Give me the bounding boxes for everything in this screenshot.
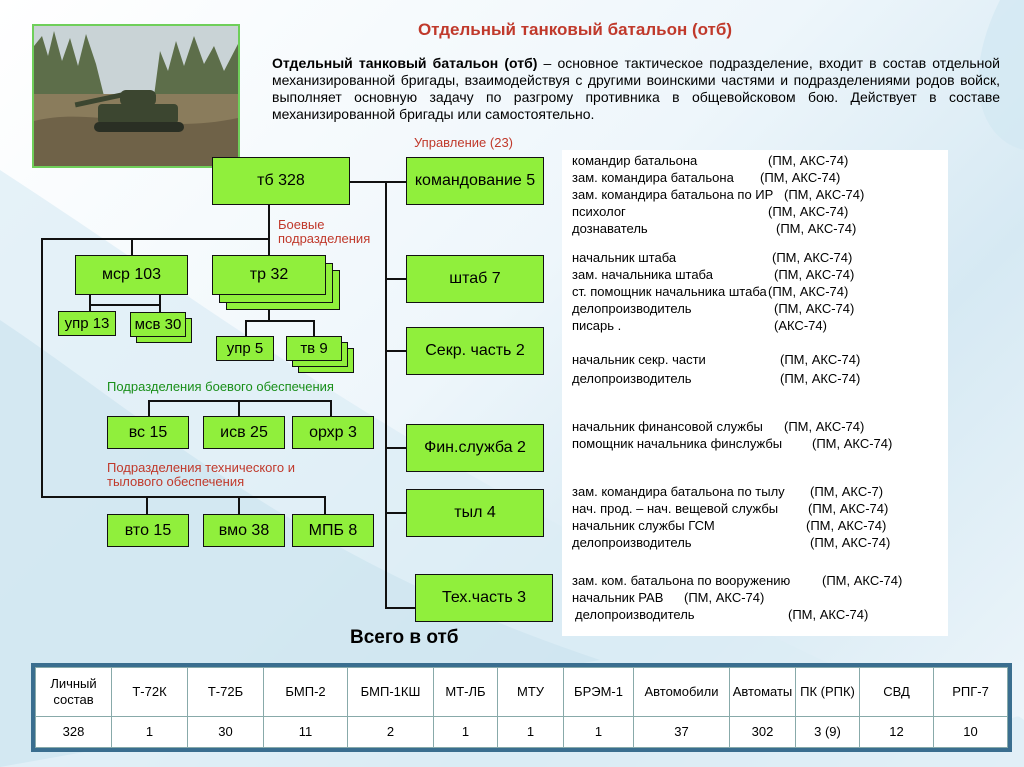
intro-term: Отдельный танковый батальон (отб) <box>272 55 538 71</box>
table-header-cell: Автомобили <box>634 668 730 717</box>
table-header-cell: БРЭМ-1 <box>564 668 634 717</box>
table-header-cell: Т-72Б <box>188 668 264 717</box>
equipment-table <box>35 667 1008 748</box>
personnel-role: командир батальона <box>572 153 698 168</box>
node-secret-part: Секр. часть 2 <box>406 327 544 375</box>
connector <box>313 320 315 336</box>
personnel-arms: (ПМ, АКС-74) <box>806 518 887 533</box>
personnel-arms: (ПМ, АКС-74) <box>784 187 865 202</box>
personnel-arms: (ПМ, АКС-74) <box>776 221 857 236</box>
table-header-cell: Личный состав <box>36 668 112 717</box>
node-msr: мср 103 <box>75 255 188 295</box>
node-msv30: мсв 30 <box>130 312 186 337</box>
connector <box>245 320 247 336</box>
personnel-arms: (ПМ, АКС-74) <box>760 170 841 185</box>
table-cell: 2 <box>348 717 434 748</box>
table-header-cell: ПК (РПК) <box>796 668 860 717</box>
connector <box>89 304 161 306</box>
personnel-arms: (ПМ, АКС-74) <box>808 501 889 516</box>
personnel-role: начальник штаба <box>572 250 677 265</box>
connector <box>385 350 407 352</box>
node-rear: тыл 4 <box>406 489 544 537</box>
personnel-role: зам. начальника штаба <box>572 267 713 282</box>
personnel-arms: (ПМ, АКС-74) <box>684 590 765 605</box>
table-header-row <box>36 668 1008 717</box>
connector <box>41 238 43 497</box>
intro-paragraph <box>272 55 1000 123</box>
personnel-role: зам. ком. батальона по вооружению <box>572 573 791 588</box>
node-orhr3: орхр 3 <box>292 416 374 449</box>
connector <box>385 278 407 280</box>
personnel-role: начальник секр. части <box>572 352 706 367</box>
personnel-role: зам. командира батальона по ИР <box>572 187 774 202</box>
management-label: Управление (23) <box>414 135 513 150</box>
intro-text: – основное тактическое подразделение, входит в состав отдельной механизированной бригады, взаимодействуя с другими воинскими частями и подразделениями родов войск, выполняет основную задачу по разгрому противника в общевойсковом бою. Действует в составе механизированной бригады или самостоятельно. <box>272 55 1000 122</box>
node-upr5: упр 5 <box>216 336 274 361</box>
table-cell: 12 <box>860 717 934 748</box>
personnel-arms: (ПМ, АКС-74) <box>768 284 849 299</box>
personnel-role: делопроизводитель <box>572 371 692 386</box>
table-header-cell: Автоматы <box>730 668 796 717</box>
personnel-arms: (ПМ, АКС-74) <box>788 607 869 622</box>
personnel-arms: (ПМ, АКС-74) <box>780 352 861 367</box>
node-tr: тр 32 <box>212 255 326 295</box>
table-cell: 30 <box>188 717 264 748</box>
node-battalion: тб 328 <box>212 157 350 205</box>
node-vmo38: вмо 38 <box>203 514 285 547</box>
node-tv9: тв 9 <box>286 336 342 361</box>
personnel-role: делопроизводитель <box>575 607 695 622</box>
node-tech-part: Тех.часть 3 <box>415 574 553 622</box>
table-cell: 1 <box>498 717 564 748</box>
table-cell: 1 <box>112 717 188 748</box>
personnel-role: психолог <box>572 204 626 219</box>
node-vs15: вс 15 <box>107 416 189 449</box>
personnel-role: зам. командира батальона <box>572 170 734 185</box>
connector <box>131 238 133 256</box>
table-cell: 37 <box>634 717 730 748</box>
personnel-arms: (ПМ, АКС-74) <box>768 204 849 219</box>
personnel-role: писарь . <box>572 318 622 333</box>
connector <box>349 181 407 183</box>
node-staff: штаб 7 <box>406 255 544 303</box>
table-header-cell: БМП-1КШ <box>348 668 434 717</box>
page-title: Отдельный танковый батальон (отб) <box>417 20 733 39</box>
personnel-arms: (ПМ, АКС-74) <box>780 371 861 386</box>
connector <box>385 447 407 449</box>
node-command: командование 5 <box>406 157 544 205</box>
table-cell: 1 <box>434 717 498 748</box>
connector <box>385 512 407 514</box>
table-row <box>36 717 1008 748</box>
personnel-role: зам. командира батальона по тылу <box>572 484 785 499</box>
personnel-arms: (ПМ, АКС-74) <box>812 436 893 451</box>
node-vto15: вто 15 <box>107 514 189 547</box>
table-cell: 1 <box>564 717 634 748</box>
combat-support-label: Подразделения боевого обеспечения <box>107 379 334 394</box>
connector <box>324 496 326 514</box>
personnel-arms: (ПМ, АКС-74) <box>768 153 849 168</box>
connector <box>238 496 240 514</box>
table-cell: 302 <box>730 717 796 748</box>
tank-photo <box>32 24 240 168</box>
connector <box>268 205 270 255</box>
node-mpb8: МПБ 8 <box>292 514 374 547</box>
personnel-arms: (ПМ, АКС-74) <box>772 250 853 265</box>
node-finance: Фин.служба 2 <box>406 424 544 472</box>
connector <box>41 238 269 240</box>
connector <box>146 496 148 514</box>
personnel-role: начальник службы ГСМ <box>572 518 715 533</box>
table-header-cell: БМП-2 <box>264 668 348 717</box>
personnel-role: делопроизводитель <box>572 535 692 550</box>
personnel-role: помощник начальника финслужбы <box>572 436 783 451</box>
table-header-cell: РПГ-7 <box>934 668 1008 717</box>
personnel-role: делопроизводитель <box>572 301 692 316</box>
table-cell: 328 <box>36 717 112 748</box>
personnel-arms: (ПМ, АКС-74) <box>774 301 855 316</box>
node-upr13: упр 13 <box>58 311 116 336</box>
connector <box>89 294 91 312</box>
connector <box>245 320 315 322</box>
connector <box>148 400 332 402</box>
personnel-arms: (ПМ, АКС-74) <box>774 267 855 282</box>
total-heading: Всего в отб <box>350 627 459 648</box>
personnel-arms: (ПМ, АКС-74) <box>784 419 865 434</box>
equipment-table-frame <box>31 663 1012 752</box>
connector <box>238 400 240 416</box>
personnel-role: ст. помощник начальника штаба <box>572 284 767 299</box>
connector <box>41 496 325 498</box>
table-header-cell: СВД <box>860 668 934 717</box>
personnel-arms: (ПМ, АКС-7) <box>810 484 884 499</box>
connector <box>385 607 417 609</box>
personnel-role: дознаватель <box>572 221 648 236</box>
combat-units-label: Боевые подразделения <box>278 217 371 246</box>
personnel-arms: (ПМ, АКС-74) <box>822 573 903 588</box>
table-cell: 3 (9) <box>796 717 860 748</box>
table-header-cell: МТ-ЛБ <box>434 668 498 717</box>
table-cell: 10 <box>934 717 1008 748</box>
table-cell: 11 <box>264 717 348 748</box>
personnel-arms: (ПМ, АКС-74) <box>810 535 891 550</box>
personnel-arms: (АКС-74) <box>774 318 827 333</box>
personnel-role: начальник РАВ <box>572 590 664 605</box>
connector <box>148 400 150 416</box>
personnel-role: нач. прод. – нач. вещевой службы <box>572 501 779 516</box>
table-header-cell: МТУ <box>498 668 564 717</box>
personnel-role: начальник финансовой службы <box>572 419 763 434</box>
connector <box>330 400 332 416</box>
tech-support-label: Подразделения технического и тылового обеспечения <box>107 460 295 489</box>
connector <box>159 294 161 312</box>
table-header-cell: Т-72К <box>112 668 188 717</box>
node-isv25: исв 25 <box>203 416 285 449</box>
